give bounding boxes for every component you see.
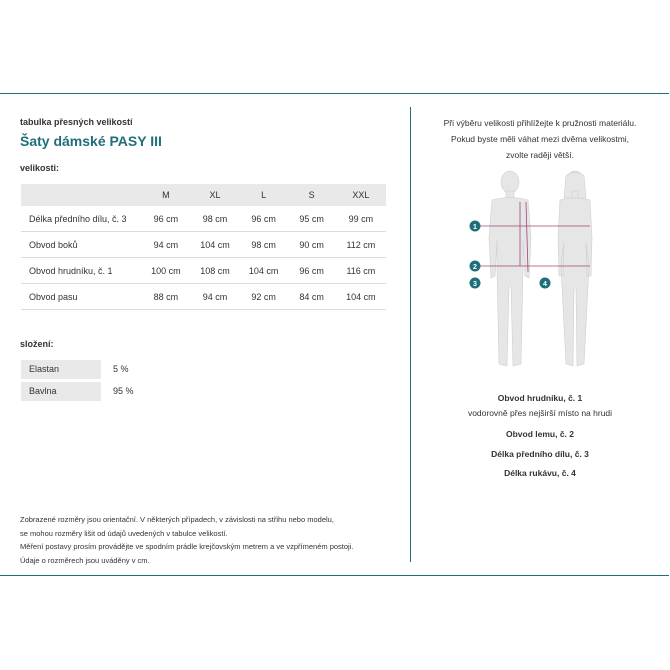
legend-item-4-title: Délka rukávu, č. 4	[504, 468, 576, 478]
composition-row	[21, 380, 134, 402]
composition-label: složení:	[20, 339, 54, 349]
row-label: Obvod hrudníku, č. 1	[21, 258, 141, 284]
table-cell: 92 cm	[240, 284, 288, 310]
size-table-header	[21, 184, 386, 206]
tip-line: Při výběru velikosti přihlížejte k pružnosti materiálu.	[443, 118, 637, 128]
table-cell: 96 cm	[288, 258, 336, 284]
composition-table	[21, 358, 134, 402]
table-cell: 104 cm	[240, 258, 288, 284]
material-name: Bavlna	[21, 382, 101, 401]
row-label: Délka předního dílu, č. 3	[21, 206, 141, 232]
table-cell: 88 cm	[141, 284, 190, 310]
table-cell: 96 cm	[141, 206, 190, 232]
marker-2-icon	[470, 261, 481, 272]
svg-text:2: 2	[473, 264, 477, 271]
note-line: Údaje o rozměrech jsou uváděny v cm.	[20, 555, 150, 565]
material-name: Elastan	[21, 360, 101, 379]
table-cell: 96 cm	[240, 206, 288, 232]
note-line: Měření postavy prosím provádějte ve spodním prádle krejčovským metrem a ve vzpřímeném postoji.	[20, 542, 354, 551]
material-percent: 5 %	[113, 364, 129, 374]
disclaimer-note	[20, 513, 400, 567]
marker-4-icon	[540, 278, 551, 289]
table-cell: 94 cm	[190, 284, 239, 310]
table-cell: 94 cm	[141, 232, 190, 258]
header-empty	[21, 184, 141, 206]
size-column-header: M	[141, 184, 190, 206]
tip-line: Pokud byste měli váhat mezi dvěma velikostmi,	[450, 134, 630, 144]
note-line: Zobrazené rozměry jsou orientační. V některých případech, v závislosti na střihu nebo modelu,	[20, 515, 334, 524]
marker-3-icon	[470, 278, 481, 289]
legend-item-2-title: Obvod lemu, č. 2	[505, 429, 575, 439]
svg-text:4: 4	[543, 281, 547, 288]
table-cell: 116 cm	[336, 258, 386, 284]
sizes-label: velikosti:	[20, 163, 60, 173]
table-cell: 98 cm	[190, 206, 239, 232]
table-cell: 98 cm	[240, 232, 288, 258]
marker-1-icon	[470, 221, 481, 232]
female-figure-icon	[558, 171, 592, 366]
measurement-figures	[465, 168, 610, 373]
table-cell: 100 cm	[141, 258, 190, 284]
size-column-header: XXL	[336, 184, 386, 206]
column-divider	[410, 107, 411, 562]
table-cell: 95 cm	[288, 206, 336, 232]
legend-item-1-title: Obvod hrudníku, č. 1	[497, 393, 583, 403]
size-table	[21, 184, 386, 310]
page-title: Šaty dámské PASY III	[20, 133, 162, 149]
material-percent: 95 %	[113, 386, 134, 396]
size-column-header: XL	[190, 184, 239, 206]
table-cell: 112 cm	[336, 232, 386, 258]
table-cell: 108 cm	[190, 258, 239, 284]
svg-text:3: 3	[473, 281, 477, 288]
composition-row	[21, 358, 134, 380]
svg-text:1: 1	[473, 224, 477, 231]
table-row	[21, 232, 386, 258]
size-tip	[420, 115, 660, 163]
legend-item-3-title: Délka předního dílu, č. 3	[491, 449, 589, 459]
table-row	[21, 206, 386, 232]
table-cell: 104 cm	[336, 284, 386, 310]
row-label: Obvod pasu	[21, 284, 141, 310]
size-column-header: S	[288, 184, 336, 206]
row-label: Obvod boků	[21, 232, 141, 258]
legend-item-1-desc: vodorovně přes nejširší místo na hrudi	[467, 408, 613, 418]
table-cell: 90 cm	[288, 232, 336, 258]
table-cell: 84 cm	[288, 284, 336, 310]
table-cell: 99 cm	[336, 206, 386, 232]
tip-line: zvolte raději větší.	[505, 150, 575, 160]
page-subtitle: tabulka přesných velikostí	[20, 117, 133, 127]
size-column-header: L	[240, 184, 288, 206]
table-cell: 104 cm	[190, 232, 239, 258]
table-row	[21, 284, 386, 310]
male-figure-icon	[489, 171, 531, 366]
note-line: se mohou rozměry lišit od údajů uvedených v tabulce velikostí.	[20, 528, 228, 538]
table-row	[21, 258, 386, 284]
